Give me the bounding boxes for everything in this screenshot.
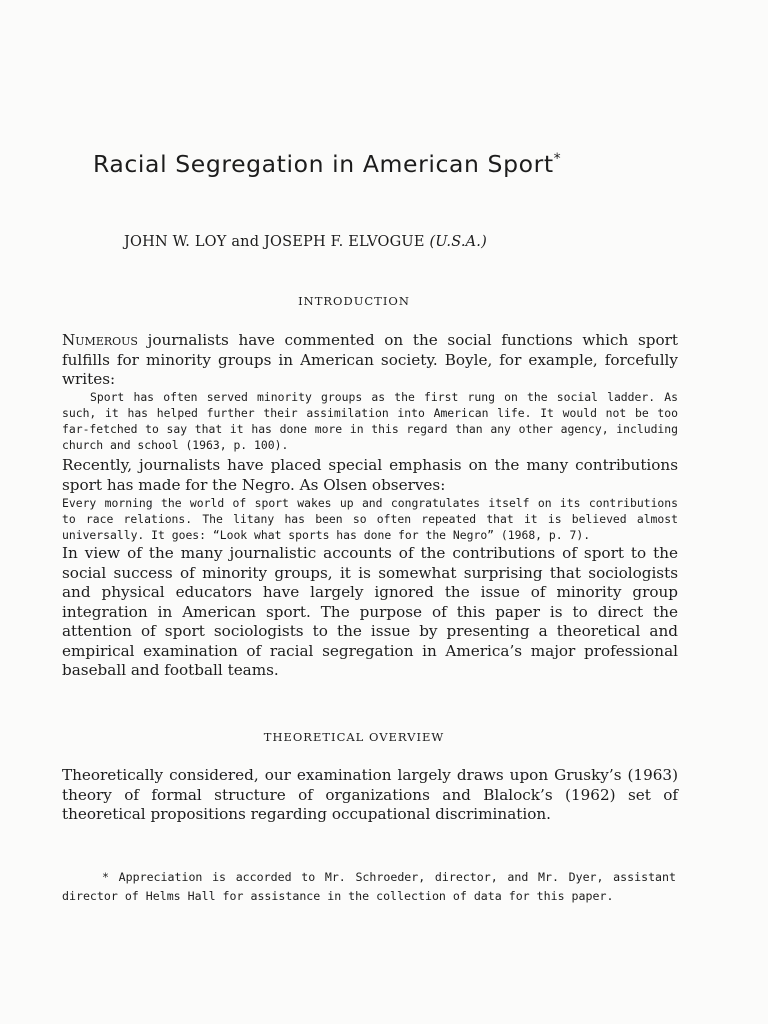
section-heading-introduction: INTRODUCTION bbox=[298, 294, 410, 308]
paragraph-2: Recently, journalists have placed special emphasis on the many contributions sport has made for the Negro. As Olsen observes: bbox=[62, 456, 678, 494]
block-quote-boyle: Sport has often served minority groups as the first rung on the social ladder. As such, it has helped further their assimilation into American life. It would not be too far-fetched to say that it has done more in this regard than any other agency, including church and school (1963, p. 100). bbox=[62, 390, 678, 452]
paragraph-1-lead: Numerous bbox=[62, 331, 138, 349]
authors: JOHN W. LOY and JOSEPH F. ELVOGUE bbox=[124, 234, 425, 250]
footnote bbox=[62, 868, 676, 906]
block-quote-olsen: Every morning the world of sport wakes up and congratulates itself on its contributions to race relations. The litany has been so often repeated that it is believed almost universally. It goes: “Look what sports has done for the Negro” (1968, p. 7). bbox=[62, 496, 678, 542]
author-line bbox=[124, 234, 487, 250]
paragraph-1 bbox=[62, 331, 678, 390]
paragraph-4: Theoretically considered, our examination largely draws upon Grusky’s (1963) theory of formal structure of organizations and Blalock’s (1962) set of theoretical propositions regarding occupational discrimination. bbox=[62, 766, 678, 823]
footnote-text: Appreciation is accorded to Mr. Schroeder, director, and Mr. Dyer, assistant director of Helms Hall for assistance in the collection of data for this paper. bbox=[62, 870, 676, 903]
footnote-marker: * bbox=[102, 870, 109, 884]
section-heading-theoretical: THEORETICAL OVERVIEW bbox=[263, 730, 445, 744]
author-country: (U.S.A.) bbox=[429, 234, 487, 250]
paragraph-3: In view of the many journalistic accounts of the contributions of sport to the social success of minority groups, it is somewhat surprising that sociologists and physical educators have largely ignored the issue of minority group integration in American sport. The purpose of this paper is to direct the attention of sport sociologists to the issue by presenting a theoretical and empirical examination of racial segregation in America’s major professional baseball and football teams. bbox=[62, 544, 678, 679]
title-footnote-marker: * bbox=[553, 151, 562, 167]
paragraph-1-text: journalists have commented on the social functions which sport fulfills for minority groups in American society. Boyle, for example, forcefully writes: bbox=[62, 331, 678, 388]
article-title: Racial Segregation in American Sport* bbox=[93, 150, 562, 178]
